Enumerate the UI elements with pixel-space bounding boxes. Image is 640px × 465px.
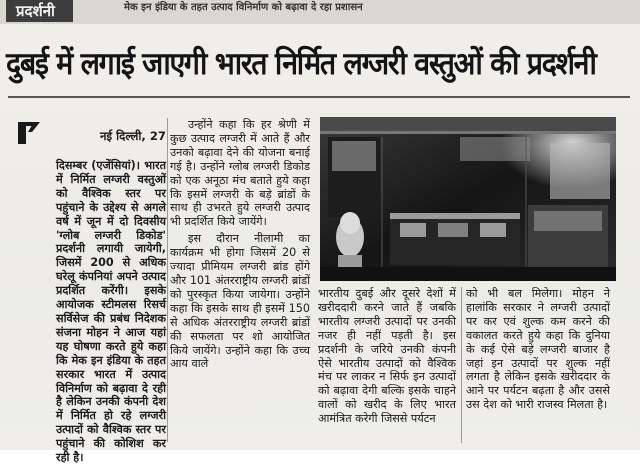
col2-paragraph-2: इस दौरान नीलामी का कार्यक्रम भी होगा जिसमें 20 से ज्यादा प्रीमियम लग्जरी ब्रांड होंगे और 101 अंतरराष्ट्रीय लग्जरी ब्रांडों को पुरस्कृत किया जायेगा। उन्होंने कहा कि इसके साथ ही इसमें 150 से अधिक अंतरराष्ट्रीय लग्जरी ब्रांडों की सफलता पर शो आयोजित किये जायेंगे। उन्होंने कहा कि उच्च आय वाले xyxy=(170,232,310,371)
top-line: मेक इन इंडिया के तहत उत्पाद विनिर्माण को बढ़ावा दे रहा प्रशासन xyxy=(124,2,363,13)
col4-paragraph: को भी बल मिलेगा। मोहन ने हालांकि सरकार ने लग्जरी उत्पादों पर कर एवं शुल्क कम करने की वकालत करते हुये कहा कि दुनिया के कई ऐसे बड़े लग्जरी बाजार है जहां इन उत्पादों पर शुल्क नहीं लगता है लेकिन इसके खरीददार के आने पर पर्यटन बढ़ता है और उससे उस देश को भारी राजस्व मिलता है। xyxy=(466,287,610,412)
headline: दुबई में लगाई जाएगी भारत निर्मित लग्जरी वस्तुओं की प्रदर्शनी xyxy=(6,46,596,82)
section-tag: प्रदर्शनी xyxy=(6,0,73,22)
lead-column xyxy=(56,159,166,465)
exhibition-photo xyxy=(320,117,616,281)
exhibition-photo-image xyxy=(320,117,616,281)
dateline-block xyxy=(54,130,166,144)
column-4 xyxy=(466,287,610,412)
column-divider xyxy=(461,287,462,443)
column-divider xyxy=(167,118,168,442)
dateline: नई दिल्ली, 27 xyxy=(100,129,166,143)
quote-mark-icon xyxy=(14,118,50,148)
col3-paragraph: भारतीय दुबई और दूसरे देशों में खरीददारी करने जाते हैं जबकि भारतीय लग्जरी उत्पादों पर उनकी नजर ही नहीं पड़ती है। इस प्रदर्शनी के जरिये उनकी कंपनी ऐसे भारतीय उत्पादों को वैश्विक मंच पर लाकर न सिर्फ इन उत्पादों को बढ़ावा देगी बल्कि इसके चाहने वालों को खरीद के लिए भारत आमंत्रित करेगी जिससे पर्यटन xyxy=(318,287,456,426)
lead-paragraph: दिसम्बर (एजेंसियां)। भारत में निर्मित लग्जरी वस्तुओं को वैश्विक स्तर पर पहुंचाने के उद्देश्य से अगले वर्ष में जून में दो दिवसीय 'ग्लोब लग्जरी डिकोड' प्रदर्शनी लगायी जायेगी, जिसमें 200 से अधिक घरेलू कंपनियां अपने उत्पाद प्रदर्शित करेंगी। इसके आयोजक स्टीमलस रिसर्च सर्विसेज की प्रबंध निदेशक संजना मोहन ने आज यहां यह घोषणा करते हुये कहा कि मेक इन इंडिया के तहत सरकार भारत में उत्पाद विनिर्माण को बढ़ावा दे रही है लेकिन उनकी कंपनी देश में निर्मित हो रहे लग्जरी उत्पादों को वैश्विक स्तर पर पहुंचाने की कोशिश कर रही है। xyxy=(56,159,166,465)
column-3 xyxy=(318,287,456,426)
headline-rule xyxy=(8,96,630,98)
col2-paragraph-1: उन्होंने कहा कि हर श्रेणी में कुछ उत्पाद लग्जरी में आते हैं और उनको बढ़ावा देने की योजना बनाई गई है। उन्होंने ग्लोब लग्जरी डिकोड को एक अनूठा मंच बताते हुये कहा कि इसमें लग्जरी के बड़े ब्रांडों के साथ ही उभरते हुये लग्जरी उत्पाद भी प्रदर्शित किये जायेंगे। xyxy=(170,118,310,229)
column-2 xyxy=(170,118,310,371)
